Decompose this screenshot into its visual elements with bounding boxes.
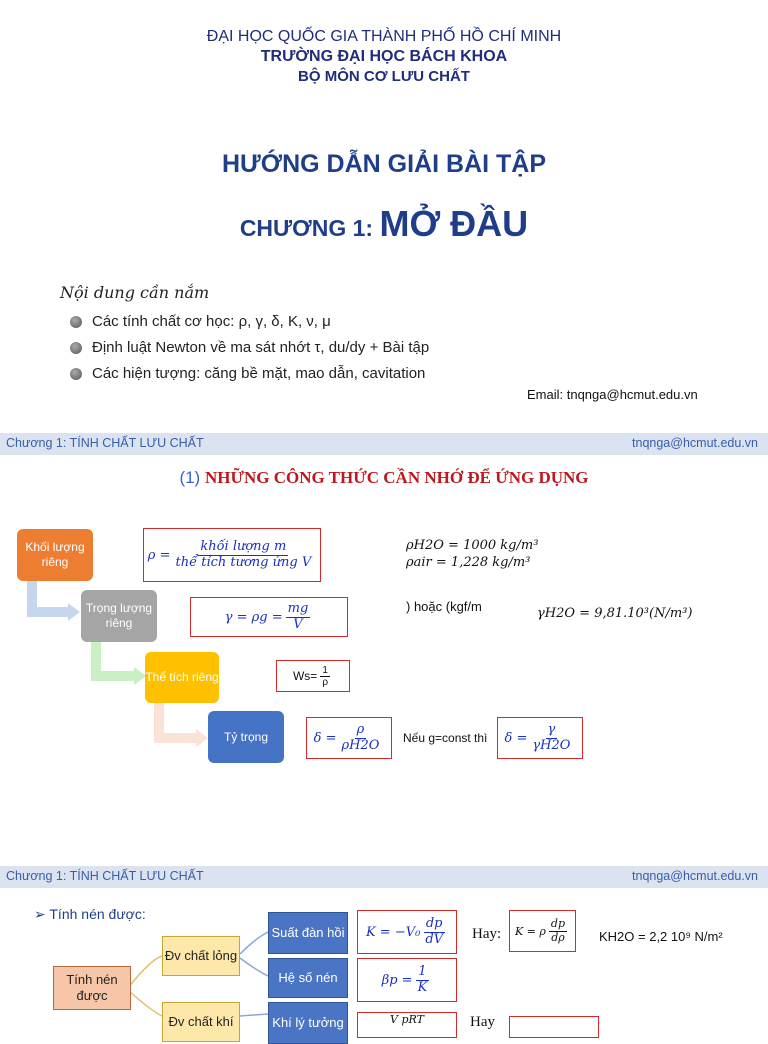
- K2-denominator: dρ: [551, 930, 565, 944]
- compressibility-formula: [357, 958, 457, 1002]
- condition-text: Nếu g=const thì: [403, 731, 488, 745]
- delta-lhs: δ =: [313, 730, 337, 746]
- delta-numerator: ρ: [356, 722, 365, 738]
- compressibility-root: Tính nén được: [53, 966, 131, 1010]
- flow-arrow: [96, 642, 136, 676]
- or-label: Hay:: [472, 926, 502, 942]
- bulk-modulus-formula-2: [509, 910, 576, 952]
- band-email: tnqnga@hcmut.edu.vn: [632, 436, 758, 450]
- water-bulk-modulus: KH2O = 2,2 10⁹ N/m²: [599, 929, 723, 944]
- gamma-denominator: V: [293, 616, 303, 632]
- page-title: HƯỚNG DẪN GIẢI BÀI TẬP: [221, 150, 546, 178]
- delta2-denominator: γH2O: [532, 737, 571, 753]
- compressibility-label: ➢ Tính nén được:: [34, 906, 146, 922]
- bullet-text: Định luật Newton về ma sát nhớt τ, du/dy + Bài tập: [92, 339, 430, 356]
- specific-weight-formula: [190, 597, 348, 637]
- ideal-gas-formula: V pRT: [357, 1012, 457, 1038]
- delta-denominator: ρH2O: [341, 737, 380, 753]
- density-formula: [143, 528, 321, 582]
- intro-heading: Nội dung cần nắm: [60, 283, 210, 302]
- ideal-gas-box: Khí lý tưởng: [268, 1002, 348, 1044]
- gas-branch: Đv chất khí: [162, 1002, 240, 1042]
- ws-denominator: ρ: [322, 676, 329, 688]
- slide-header-band: [0, 866, 768, 888]
- delta2-numerator: γ: [547, 722, 556, 738]
- gamma-numerator: mg: [287, 601, 309, 617]
- flow-arrow-head: [68, 603, 80, 621]
- ideal-gas-formula-2: [509, 1016, 599, 1038]
- air-density: ρair = 1,228 kg/m³: [406, 555, 531, 570]
- K2-lhs: K = ρ: [515, 924, 546, 938]
- liquid-branch: Đv chất lỏng: [162, 936, 240, 976]
- chapter-name: MỞ ĐẦU: [379, 203, 529, 244]
- tree-branch: [240, 1014, 268, 1016]
- tree-branch: [128, 956, 162, 988]
- density-numerator: khối lượng m: [200, 539, 287, 555]
- flow-arrow-head: [196, 729, 208, 747]
- step-density: Khối lượng riêng: [17, 529, 93, 581]
- relative-density-formula-2: [497, 717, 583, 759]
- density-denominator: thể tích tương ứng V: [175, 554, 312, 570]
- bulk-modulus-formula: [357, 910, 457, 954]
- delta2-lhs: δ =: [504, 730, 528, 746]
- chapter-prefix: CHƯƠNG 1:: [239, 215, 380, 241]
- bullet-text: Các tính chất cơ học: ρ, γ, δ, K, ν, μ: [92, 313, 331, 330]
- university-name: ĐẠI HỌC QUỐC GIA THÀNH PHỐ HỒ CHÍ MINH: [206, 28, 562, 45]
- arrow-bullet-icon: ➢: [34, 906, 46, 922]
- beta-numerator: 1: [418, 964, 427, 980]
- gamma-lhs: γ = ρg =: [224, 609, 283, 625]
- department-name: BỘ MÔN CƠ LƯU CHẤT: [298, 68, 470, 85]
- beta-lhs: βp =: [381, 972, 413, 988]
- beta-denominator: K: [417, 979, 428, 995]
- ws-lhs: Ws=: [292, 669, 318, 683]
- specific-volume-formula: [276, 660, 350, 692]
- step-specific-weight: Trọng lượng riêng: [81, 590, 157, 642]
- author-email: Email: tnqnga@hcmut.edu.vn: [527, 387, 698, 402]
- elastic-modulus-box: Suất đàn hồi: [268, 912, 348, 954]
- band-email: tnqnga@hcmut.edu.vn: [632, 869, 758, 883]
- K-denominator: dV: [425, 931, 444, 947]
- density-lhs: ρ =: [147, 547, 171, 563]
- or-label-2: Hay: [470, 1014, 495, 1030]
- K2-numerator: dp: [550, 917, 565, 931]
- flow-arrow: [32, 580, 70, 612]
- section-number: (1): [179, 468, 205, 487]
- step-specific-volume: Thể tích riêng: [145, 652, 219, 703]
- tree-branch: [128, 990, 162, 1016]
- water-density: ρH2O = 1000 kg/m³: [406, 538, 539, 553]
- school-name: TRƯỜNG ĐẠI HỌC BÁCH KHOA: [260, 48, 508, 65]
- gamma-unit-note: ) hoặc (kgf/m: [406, 599, 482, 614]
- bullet-text: Các hiện tượng: căng bề mặt, mao dẫn, cavitation: [92, 365, 426, 382]
- K-lhs: K = −V₀: [365, 924, 421, 940]
- band-chapter-label: Chương 1: TÍNH CHẤT LƯU CHẤT: [6, 869, 204, 883]
- tree-branch: [240, 958, 268, 976]
- tree-branch: [240, 932, 268, 954]
- band-chapter-label: Chương 1: TÍNH CHẤT LƯU CHẤT: [6, 436, 204, 450]
- water-specific-weight: γH2O = 9,81.10³(N/m³): [537, 606, 693, 621]
- flow-arrow: [159, 703, 198, 738]
- step-relative-density: Tỷ trọng: [208, 711, 284, 763]
- relative-density-formula: [306, 717, 392, 759]
- K-numerator: dp: [425, 916, 443, 932]
- section-heading: NHỮNG CÔNG THỨC CẦN NHỚ ĐỂ ỨNG DỤNG: [204, 468, 589, 487]
- compressibility-coef-box: Hệ số nén: [268, 958, 348, 998]
- ws-numerator: 1: [322, 664, 328, 676]
